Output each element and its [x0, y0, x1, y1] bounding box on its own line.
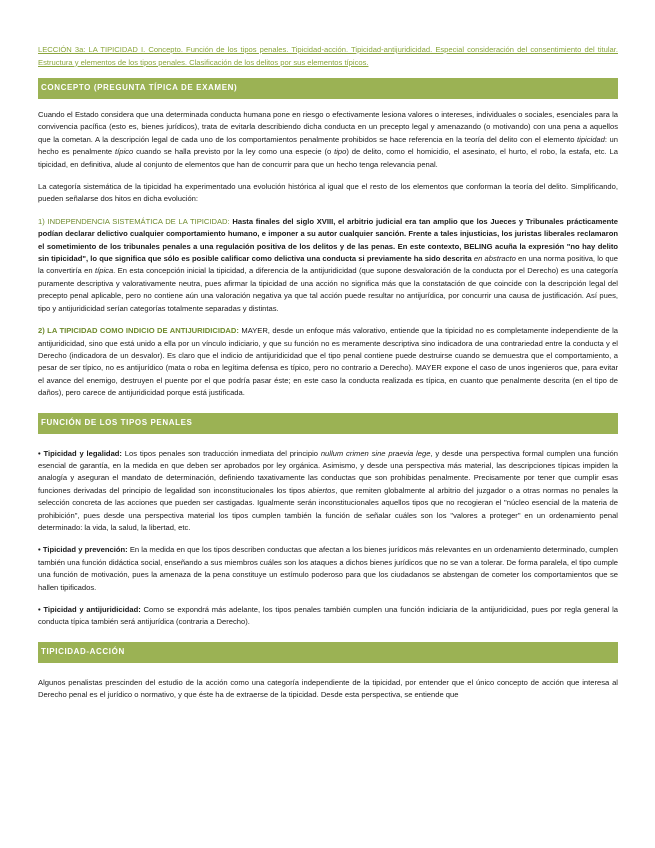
tipicidad-accion-paragraph-1: Algunos penalistas prescinden del estudio de la acción como una categoría independiente de la tipicidad, por entender que el único concepto de acción que interesa al Derecho penal es el jurídico o normativo, y que éste ha de extraerse de la tipicidad. Desde esta perspectiva, se entiende que — [38, 677, 618, 700]
italic-term: abiertos — [308, 485, 336, 495]
numbered-heading: 1) INDEPENDENCIA SISTEMÁTICA DE LA TIPICIDAD: — [38, 216, 230, 226]
lesson-title-link[interactable]: LECCIÓN 3a: LA TIPICIDAD I. Concepto. Función de los tipos penales. Tipicidad-acción. Tipicidad-antijuridicidad. Especial consideración del consentimiento del titular. Estructura y elementos de los tipos penales. Clasificación de los delitos por sus elementos típicos. — [38, 45, 618, 67]
text-run: Los tipos penales son traducción inmediata del principio — [121, 448, 321, 458]
text-run: : un hecho es penalmente — [38, 134, 618, 157]
section-header-funcion: FUNCIÓN DE LOS TIPOS PENALES — [38, 413, 618, 434]
text-run: Hasta finales del siglo XVIII, el arbitrio judicial era tan amplio que los Jueces y Tribunales prácticamente podían declarar delictivo cualquier comportamiento humano, e imponer a su autor cualquier sanción. Frente a tales injusticias, los juristas liberales reclamaron el sometimiento de los tribunales penales a una regulación positiva de los delitos y de las penas. En este contexto, BELING acuña la expresión "no hay delito sin tipicidad", lo que significa que sólo es posible calificar como delictiva una conducta si previamente ha sido descrita — [38, 216, 618, 264]
text-run: , y desde una perspectiva formal cumplen una función esencial de garantía, en la medida en que deben ser aprobados por ley orgánica. Asimismo, y desde una perspectiva más material, las descripciones típicas impiden la analogía y aseguran el mandato de determinación, definiendo taxativamente las conductas que son prohibidas penalmente. Precisamente por tener que cumplir esas funciones derivadas del principio de legalidad son inconstitucionales los tipos — [38, 448, 618, 495]
text-run: En la medida en que los tipos describen conductas que afectan a los bienes jurídicos más relevantes en un ordenamiento determinado, cumplen también una función didáctica social, enseñando a sus miembros cuáles son los ataques a dichos bienes jurídicos que no se van a tolerar. De forma paralela, el tipo cumple una función de motivación, pues la amenaza de la pena constituye un estímulo poderoso para que los ciudadanos se abstengan de cometer los comportamientos que se hallen tipificados. — [38, 545, 618, 592]
text-run: Cuando el Estado considera que una determinada conducta humana pone en riesgo o efectivamente lesiona valores o intereses, individuales o sociales, esenciales para la convivencia pacífica (esto es, bienes jurídicos), trata de evitarla describiendo dicha conducta en un precepto legal y amenazando (o motivando) con una pena a aquellos que la cometan. A la descripción legal de cada uno de los comportamientos penalmente prohibidos se hace referencia en la teoría del delito con el elemento — [38, 110, 618, 144]
concepto-paragraph-2: La categoría sistemática de la tipicidad ha experimentado una evolución histórica al igual que el resto de los elementos que conforman la teoría del delito. Simplificando, pueden señalarse dos hitos en dicha evolución: — [38, 182, 618, 204]
italic-term: tipicidad — [577, 134, 605, 144]
bullet-lead: • Tipicidad y prevención: — [38, 545, 128, 555]
italic-term: en abstracto — [473, 254, 516, 264]
text-run: ) de delito, como el homicidio, el asesinato, el hurto, el robo, la estafa, etc. La tipicidad, en definitiva, alude al conjunto de elementos que han de concurrir para que un hecho tenga relevancia penal. — [38, 147, 618, 169]
funcion-bullet-legalidad — [38, 448, 618, 535]
document-page — [38, 44, 618, 702]
text-run: . En esta concepción inicial la tipicidad, a diferencia de la antijuridicidad (que supone desvaloración de la conducta por el Derecho) es una categoría puramente descriptiva y valorativamente neutra, pues afirmar la tipicidad de una acción no significa más que la constatación de que coincide con la descripción legal del precepto penal aplicable, pero no contiene aún una valoración negativa ya que tal acción puede resultar no antijurídica, por concurrir una causa de justificación. Así pues, tipo y antijuridicidad serían categorías totalmente separadas y distintas. — [38, 266, 618, 313]
text-run: cuando se halla previsto por la ley como una especie (o — [133, 147, 335, 157]
concepto-paragraph-3 — [38, 216, 618, 315]
text-run: en una norma positiva, lo que la convertiría en — [38, 254, 618, 276]
concepto-paragraph-1 — [38, 109, 618, 171]
text-run: , que remiten globalmente al arbitrio del juzgador o a otras normas no penales la selección concreta de las acciones que pueden ser castigadas. Igualmente serán inconstitucionales aquellos tipos que no recogieran el "núcleo esencial de la materia de prohibición", pues desde una perspectiva material los tipos cumplen también la función de señalar cuáles son los "valores a proteger" en un ordenamiento penal determinado: la vida, la salud, la libertad, etc. — [38, 485, 618, 532]
text-run: Como se expondrá más adelante, los tipos penales también cumplen una función indiciaria de la antijuridicidad, pues por regla general la conducta típica también será antijurídica (contraria a Derecho). — [38, 605, 618, 627]
italic-term: típico — [115, 147, 134, 157]
funcion-bullet-antijuridicidad — [38, 604, 618, 629]
italic-term: tipo — [334, 147, 347, 157]
bullet-lead: • Tipicidad y antijuridicidad: — [38, 605, 141, 614]
funcion-bullet-prevencion — [38, 544, 618, 594]
italic-term: típica — [95, 266, 114, 276]
section-header-tipicidad-accion: TIPICIDAD-ACCIÓN — [38, 642, 618, 663]
italic-term: nullum crimen sine praevia lege — [320, 448, 431, 458]
section-header-concepto: CONCEPTO (PREGUNTA TÍPICA DE EXAMEN) — [38, 78, 618, 99]
text-run: MAYER, desde un enfoque más valorativo, entiende que la tipicidad no es completamente independiente de la antijuridicidad, sino que está unido a ella por un vínculo indiciario, y que su función no es meramente descriptiva sino indicadora de una contrariedad entre la conducta y el Derecho (indicadora de un desvalor). Es claro que el indicio de antijuridicidad que el tipo penal contiene puede destruirse cuando se demuestra que el comportamiento, a pesar de ser típico, no es antijurídico (mata o roba en legítima defensa es típico, pero no contrario a Derecho). MAYER expone el caso de unos ingenieros que, para evitar el avance del enemigo, destruyen el puente por el que podría pasar éste; en este caso la conducta realizada es típica, en cuanto que penalmente descrita (en el tipo de daños), pero carece de antijuridicidad porque está justificada. — [38, 326, 619, 398]
numbered-heading: 2) LA TIPICIDAD COMO INDICIO DE ANTIJURIDICIDAD: — [38, 326, 239, 336]
concepto-paragraph-4 — [38, 325, 618, 399]
bullet-lead: • Tipicidad y legalidad: — [38, 448, 122, 458]
